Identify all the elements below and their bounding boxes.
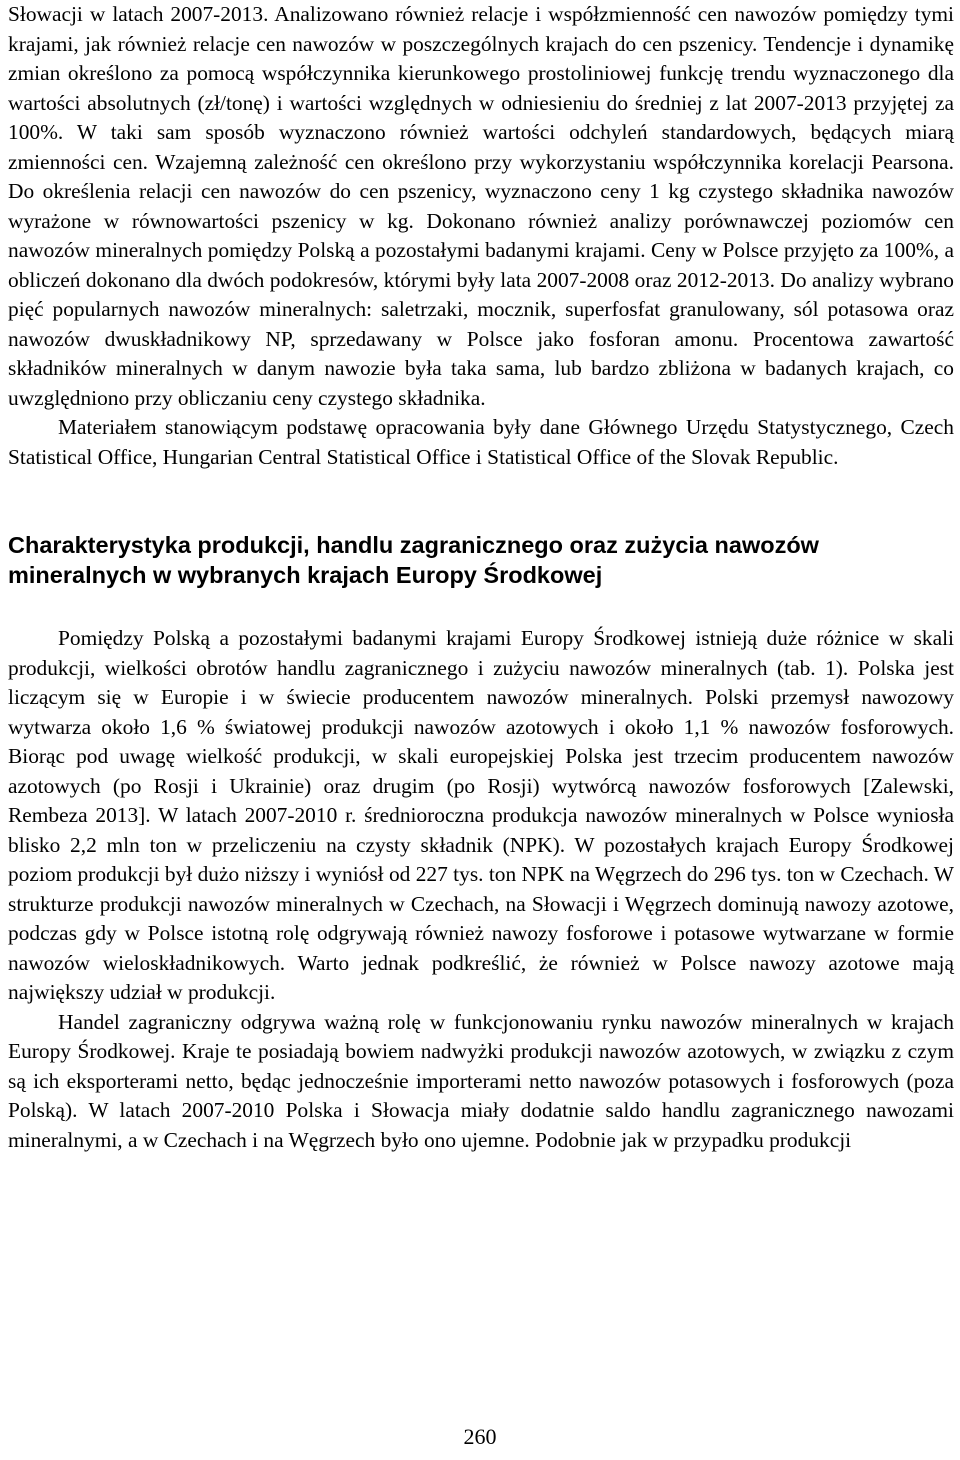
section-paragraph-2: Handel zagraniczny odgrywa ważną rolę w funkcjonowaniu rynku nawozów mineralnych w krajach Europy Środkowej. Kraje te posiadają bowiem nadwyżki produkcji nawozów azotowych, w związku z czym są ich eksporterami netto, będąc jednocześnie importerami netto nawozów potasowych i fosforowych (poza Polską). W latach 2007-2010 Polska i Słowacja miały dodatnie saldo handlu zagranicznego nawozami mineralnymi, a w Czechach i na Węgrzech było ono ujemne. Podobnie jak w przypadku produkcji bbox=[8, 1009, 954, 1152]
section-paragraph-1: Pomiędzy Polską a pozostałymi badanymi krajami Europy Środkowej istnieją duże różnice w skali produkcji, wielkości obrotów handlu zagranicznego i zużyciu nawozów mineralnych (tab. 1). Polska jest liczącym się w Europie i w świecie producentem nawozów mineralnych. Polski przemysł nawozowy wytwarza około 1,6 % światowej produkcji nawozów azotowych i około 1,1 % nawozów fosforowych. Biorąc pod uwagę wielkość produkcji, w skali europejskiej Polska jest trzecim producentem nawozów azotowych (po Rosji i Ukrainie) oraz drugim (po Rosji) wytwórcą nawozów fosforowych [Zalewski, Rembeza 2013]. W latach 2007-2010 r. średnioroczna produkcja nawozów mineralnych w Polsce wyniosła blisko 2,2 mln ton w przeliczeniu na czysty składnik (NPK). W pozostałych krajach Europy Środkowej poziom produkcji był dużo niższy i wyniósł od 227 tys. ton NPK na Węgrzech do 296 tys. ton w Czechach. W strukturze produkcji nawozów mineralnych w Czechach, na Słowacji i Węgrzech dominują nawozy azotowe, podczas gdy w Polsce istotną rolę odgrywają również nawozy fosforowe i potasowe wytwarzane w formie nawozów wieloskładnikowych. Warto jednak podkreślić, że również w Polsce nawozy azotowe mają największy udział w produkcji. bbox=[8, 626, 954, 1004]
materials-paragraph: Materiałem stanowiącym podstawę opracowania były dane Głównego Urzędu Statystycznego, Czech Statistical Office, Hungarian Central Statistical Office i Statistical Office of the Slovak Republic. bbox=[8, 415, 954, 469]
page-body bbox=[8, 0, 954, 1155]
section-spacer bbox=[8, 472, 954, 530]
section-title: Charakterystyka produkcji, handlu zagranicznego oraz zużycia nawozów mineralnych w wybranych krajach Europy Środkowej bbox=[8, 532, 819, 588]
intro-paragraph: Słowacji w latach 2007-2013. Analizowano również relacje i współzmienność cen nawozów pomiędzy tymi krajami, jak również relacje cen nawozów w poszczególnych krajach do cen pszenicy. Tendencje i dynamikę zmian określono za pomocą współczynnika kierunkowego prostoliniowej funkcję trendu wyznaczonego dla wartości absolutnych (zł/tonę) i wartości względnych w odniesieniu do średniej z lat 2007-2013 przyjętej za 100%. W taki sam sposób wyznaczono również wartości odchyleń standardowych, będących miarą zmienności cen. Wzajemną zależność cen określono przy wykorzystaniu współczynnika korelacji Pearsona. Do określenia relacji cen nawozów do cen pszenicy, wyznaczono ceny 1 kg czystego składnika nawozów wyrażone w równowartości pszenicy w kg. Dokonano również analizy porównawczej poziomów cen nawozów mineralnych pomiędzy Polską a pozostałymi badanymi krajami. Ceny w Polsce przyjęto za 100%, a obliczeń dokonano dla dwóch podokresów, którymi były lata 2007-2008 oraz 2012-2013. Do analizy wybrano pięć popularnych nawozów mineralnych: saletrzaki, mocznik, superfosfat granulowany, sól potasowa oraz nawozów dwuskładnikowy NP, sprzedawany w Polsce jako fosforan amonu. Procentowa zawartość składników mineralnych w danym nawozie była taka sama, lub bardzo zbliżona w badanych krajach, co uwzględniono przy obliczaniu ceny czystego składnika. bbox=[8, 2, 954, 410]
page-number: 260 bbox=[463, 1424, 497, 1449]
title-spacer bbox=[8, 590, 954, 624]
